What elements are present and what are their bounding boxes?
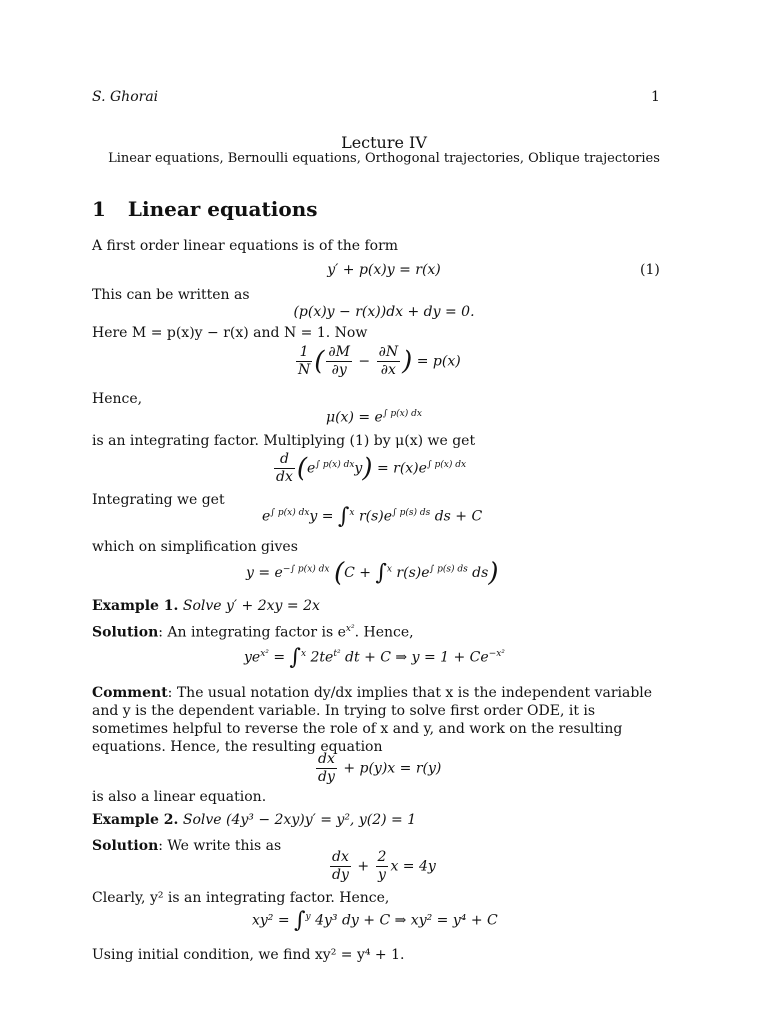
equation-7: $y = e^{-\int p(x) dx}$ (C + ∫$^x$ $r(s)e^{\int p(s) ds}$ ds) <box>246 558 499 588</box>
equation-4: $\mu(x) = e^{\int p(x) dx}$ <box>326 409 422 426</box>
lecture-subtitle: Linear equations, Bernoulli equations, Orthogonal trajectories, Oblique trajectories <box>108 151 660 166</box>
equation-6: $e^{\int p(x) dx}y = \int^x$ $r(s)e^{\int p(s) ds}$ ds + C <box>262 504 483 529</box>
equation-9: $\frac{dx}{dy}$ + p(y)x = r(y) <box>318 751 442 785</box>
paragraph: which on simplification gives <box>92 539 298 555</box>
equation-5: $\frac{d}{dx}$ $(e^{\int p(x) dx}y) = r(x)e^{\int p(x) dx}$ <box>276 451 467 485</box>
comment-paragraph: Comment: The usual notation dy/dx implies that x is the independent variable and y is the dependent variable. In trying to solve first order ODE, it is sometimes helpful to reverse the role of x and y, and work on the resulting equations. Hence, the resulting equation <box>92 685 653 755</box>
section-heading <box>92 197 318 221</box>
header-page-number: 1 <box>651 89 660 105</box>
equation-10: $\frac{dx}{dy}$ + $\frac{2}{y}$ x = 4y <box>332 849 436 883</box>
equation-1: y′ + p(x)y = r(x) <box>327 262 441 278</box>
solution-1: Solution: An integrating factor is $e^{x^2}$. Hence, <box>92 624 414 641</box>
section-number: 1 <box>92 197 106 221</box>
paragraph: Clearly, y² is an integrating factor. Hence, <box>92 890 390 906</box>
paragraph: Here M = p(x)y − r(x) and N = 1. Now <box>92 325 368 341</box>
example-1: Example 1. Solve y′ + 2xy = 2x <box>92 598 320 614</box>
paragraph: This can be written as <box>92 287 250 303</box>
section-title: Linear equations <box>127 197 318 221</box>
solution-2: Solution: We write this as <box>92 838 282 854</box>
lecture-title: Lecture IV <box>341 133 427 152</box>
paragraph: is an integrating factor. Multiplying (1) by μ(x) we get <box>92 433 476 449</box>
paragraph: Using initial condition, we find xy² = y⁴ + 1. <box>92 947 405 963</box>
equation-11: xy² = ∫$^y$ 4y³ dy + C ⇒ xy² = y⁴ + C <box>252 908 498 933</box>
paragraph: A first order linear equations is of the form <box>92 238 399 254</box>
example-2: Example 2. Solve (4y³ − 2xy)y′ = y², y(2) = 1 <box>92 812 417 828</box>
equation-3-rhs: = p(x) <box>416 353 461 370</box>
equation-number: (1) <box>640 262 660 278</box>
paragraph: Integrating we get <box>92 492 225 508</box>
paragraph: Hence, <box>92 391 143 407</box>
header-author: S. Ghorai <box>92 89 159 105</box>
paragraph: is also a linear equation. <box>92 789 267 805</box>
equation-3: $\frac{1}{N}$ ( $\frac{\partial M}{\partial y}$ − $\frac{\partial N}{\partial x}$ ) = p(x) <box>298 344 461 378</box>
equation-8: $ye^{x^2} = \int^x$ $2te^{t^2}$ dt + C ⇒ $y = 1 + Ce^{-x^2}$ <box>244 645 505 670</box>
equation-2: (p(x)y − r(x))dx + dy = 0. <box>293 304 475 320</box>
